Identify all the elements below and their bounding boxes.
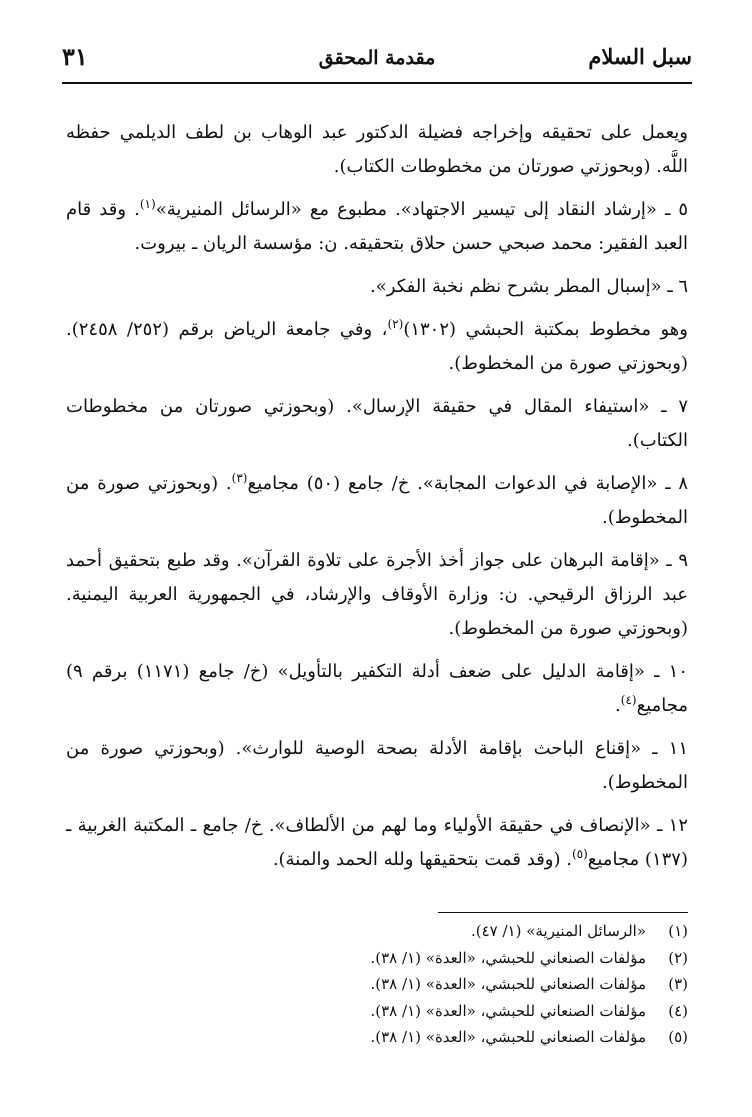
paragraph-item-5: ٥ ـ «إرشاد النقاد إلى تيسير الاجتهاد». مطبوع مع «الرسائل المنيرية»$^{(١)}$. وقد قام العبد الفقير: محمد صبحي حسن حلاق بتحقيقه. ن: مؤسسة الريان ـ بيروت. xyxy=(66,197,688,254)
footnote-3: (٣)مؤلفات الصنعاني للحبشي، «العدة» (١/ ٣٨). xyxy=(370,975,688,993)
paragraph-item-6-note: وهو مخطوط بمكتبة الحبشي (١٣٠٢)$^{(٢)}$، وفي جامعة الرياض برقم (٢٥٢/ ٢٤٥٨). (وبحوزتي صورة من المخطوط). xyxy=(66,317,688,374)
footnote-5: (٥)مؤلفات الصنعاني للحبشي، «العدة» (١/ ٣٨). xyxy=(370,1028,688,1046)
paragraph-item-8: ٨ ـ «الإصابة في الدعوات المجابة». خ/ جامع (٥٠) مجاميع$^{(٣)}$. (وبحوزتي صورة من المخطوط). xyxy=(66,471,688,528)
footnote-ref-1: (١) xyxy=(139,197,156,211)
footnote-ref-4: (٤) xyxy=(620,693,637,707)
footnote-1: (١)«الرسائل المنيرية» (١/ ٤٧). xyxy=(470,922,688,940)
footnote-separator xyxy=(438,912,688,913)
paragraph-item-7: ٧ ـ «استيفاء المقال في حقيقة الإرسال». (وبحوزتي صورتان من مخطوطات الكتاب). xyxy=(66,396,688,451)
footnote-2: (٢)مؤلفات الصنعاني للحبشي، «العدة» (١/ ٣٨). xyxy=(370,948,688,967)
running-title: سبل السلام xyxy=(588,44,692,69)
footnote-4: (٤)مؤلفات الصنعاني للحبشي، «العدة» (١/ ٣٨). xyxy=(370,1001,688,1020)
footnote-ref-2: (٢) xyxy=(387,317,404,331)
footnotes xyxy=(66,918,688,1051)
paragraph-continuation: ويعمل على تحقيقه وإخراجه فضيلة الدكتور عبد الوهاب بن لطف الديلمي حفظه اللَّه. (وبحوزتي صورتان من مخطوطات الكتاب). xyxy=(66,122,688,177)
paragraph-item-11: ١١ ـ «إقناع الباحث بإقامة الأدلة بصحة الوصية للوارث». (وبحوزتي صورة من المخطوط). xyxy=(66,738,688,793)
paragraph-item-9: ٩ ـ «إقامة البرهان على جواز أخذ الأجرة على تلاوة القرآن». وقد طبع بتحقيق أحمد عبد الرزاق الرقيحي. ن: وزارة الأوقاف والإرشاد، في الجمهورية العربية اليمنية. (وبحوزتي صورة من المخطوط). xyxy=(66,550,688,639)
paragraph-item-6: ٦ ـ «إسبال المطر بشرح نظم نخبة الفكر». xyxy=(370,276,688,297)
section-title: مقدمة المحقق xyxy=(318,47,436,69)
page-header xyxy=(62,38,692,84)
page-number: ٣١ xyxy=(62,42,88,71)
footnote-ref-5: (٥) xyxy=(571,847,588,861)
paragraph-item-10: ١٠ ـ «إقامة الدليل على ضعف أدلة التكفير بالتأويل» (خ/ جامع (١١٧١) برقم ٩) مجاميع$^{(٤)}$. xyxy=(66,661,688,716)
paragraph-item-12: ١٢ ـ «الإنصاف في حقيقة الأولياء وما لهم من الألطاف». خ/ جامع ـ المكتبة الغربية ـ (١٣٧) مجاميع$^{(٥)}$. (وقد قمت بتحقيقها ولله الحمد والمنة). xyxy=(66,815,688,870)
main-text xyxy=(66,116,688,886)
footnote-ref-3: (٣) xyxy=(231,471,248,485)
